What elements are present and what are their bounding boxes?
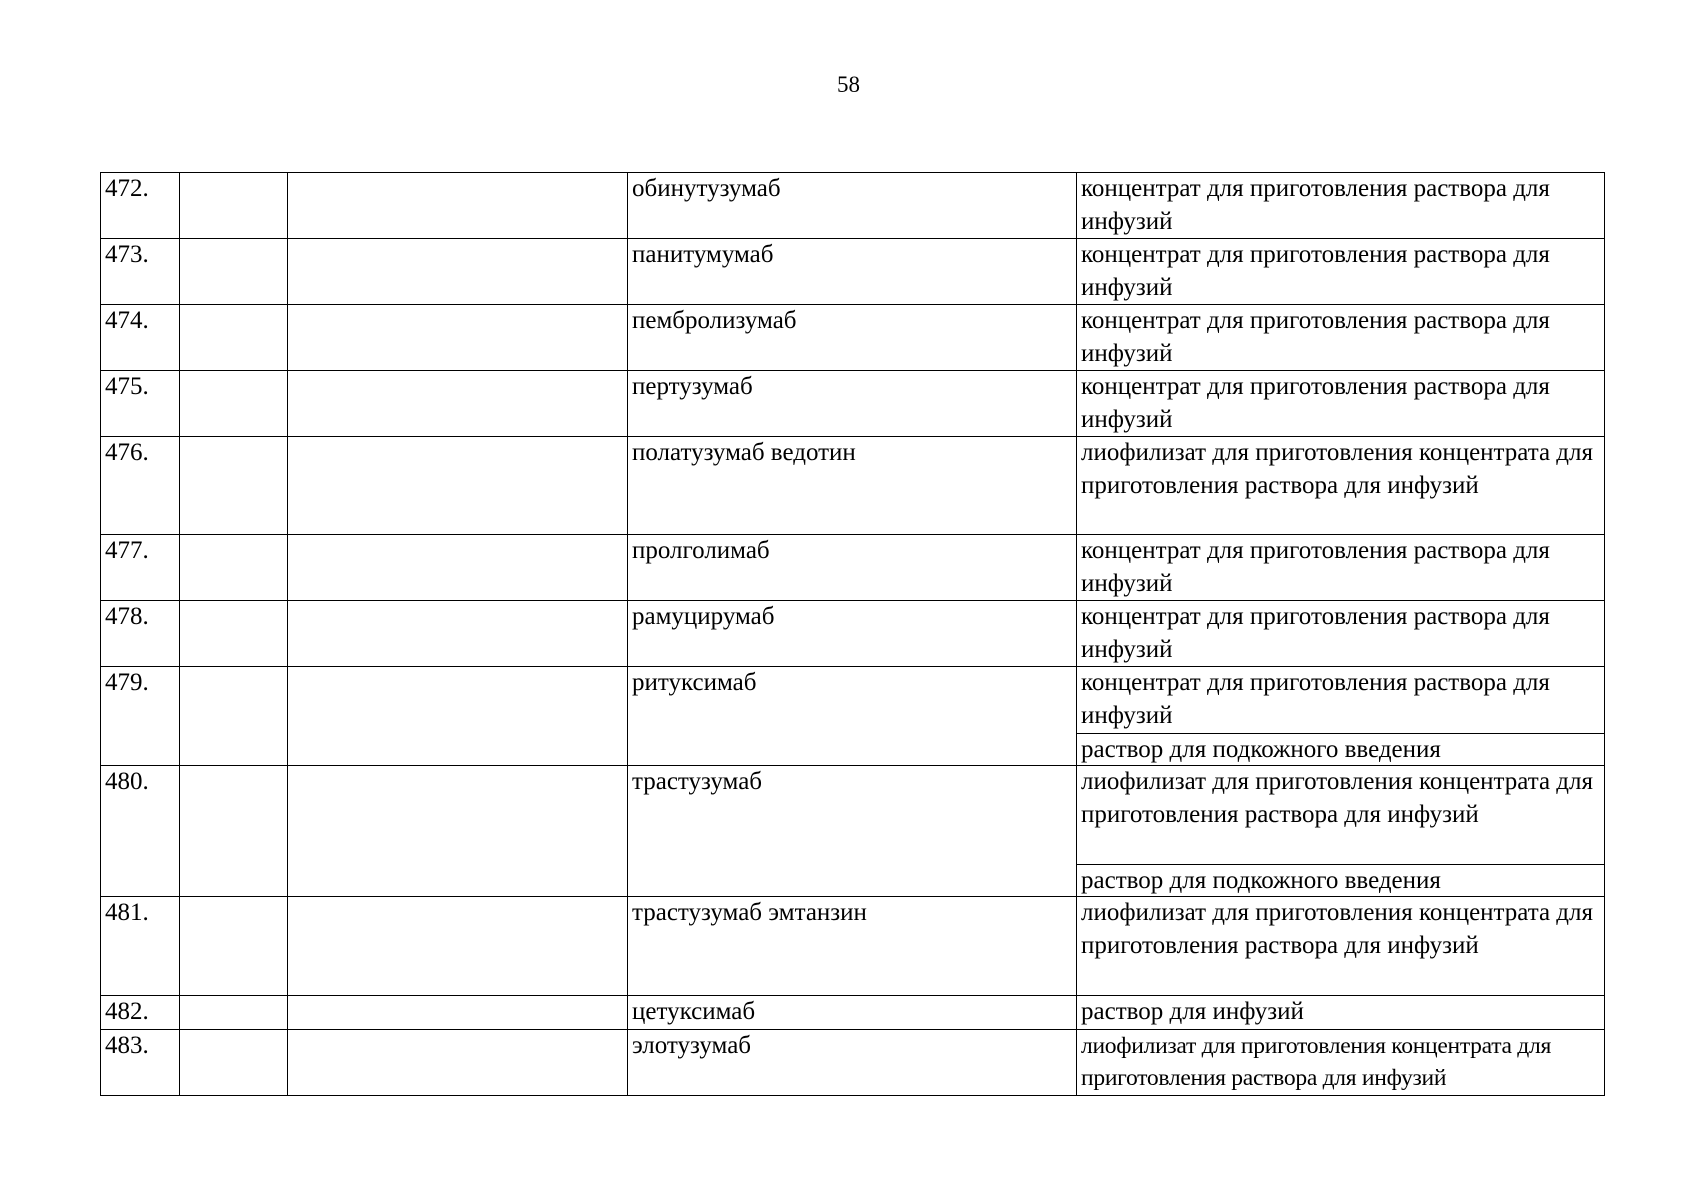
dosage-form-cell: [1077, 371, 1605, 437]
row-number: 477.: [101, 535, 180, 601]
table-row: [101, 601, 1605, 667]
dosage-form-cell: [1077, 173, 1605, 239]
table-row: [101, 239, 1605, 305]
empty-cell: [180, 601, 288, 667]
empty-cell: [180, 766, 288, 897]
row-number: 478.: [101, 601, 180, 667]
dosage-form-cell: [1077, 897, 1605, 996]
row-number: 481.: [101, 897, 180, 996]
empty-cell: [180, 996, 288, 1030]
empty-cell: [180, 371, 288, 437]
dosage-form: раствор для инфузий: [1081, 998, 1304, 1025]
dosage-form-cell: [1077, 996, 1605, 1030]
row-number: 479.: [101, 667, 180, 766]
drug-name: трастузумаб эмтанзин: [628, 897, 1077, 996]
dosage-form-cell: [1077, 239, 1605, 305]
row-number: 476.: [101, 437, 180, 535]
empty-cell: [288, 601, 628, 667]
drug-name: полатузумаб ведотин: [628, 437, 1077, 535]
dosage-form: концентрат для приготовления раствора для инфузий: [1081, 307, 1550, 367]
drug-name: пембролизумаб: [628, 305, 1077, 371]
dosage-form-cell: [1077, 601, 1605, 667]
empty-cell: [288, 305, 628, 371]
empty-cell: [288, 766, 628, 897]
table-row: [101, 437, 1605, 535]
empty-cell: [288, 667, 628, 766]
dosage-form-cell: [1077, 766, 1605, 897]
table-row: [101, 766, 1605, 897]
drug-table: [100, 172, 1605, 1096]
dosage-form: концентрат для приготовления раствора для инфузий: [1081, 241, 1550, 301]
empty-cell: [180, 305, 288, 371]
row-number: 480.: [101, 766, 180, 897]
empty-cell: [288, 1029, 628, 1095]
empty-cell: [288, 437, 628, 535]
empty-cell: [288, 239, 628, 305]
dosage-form: лиофилизат для приготовления концентрата для приготовления раствора для инфузий: [1081, 439, 1593, 499]
table-row: [101, 305, 1605, 371]
row-number: 482.: [101, 996, 180, 1030]
row-number: 472.: [101, 173, 180, 239]
dosage-form: концентрат для приготовления раствора для инфузий: [1081, 537, 1550, 597]
dosage-form: концентрат для приготовления раствора для инфузий: [1081, 175, 1550, 235]
row-number: 475.: [101, 371, 180, 437]
empty-cell: [288, 996, 628, 1030]
empty-cell: [180, 239, 288, 305]
empty-cell: [180, 897, 288, 996]
dosage-form-cell: [1077, 535, 1605, 601]
drug-name: цетуксимаб: [628, 996, 1077, 1030]
row-number: 483.: [101, 1029, 180, 1095]
drug-name: пролголимаб: [628, 535, 1077, 601]
drug-name: ритуксимаб: [628, 667, 1077, 766]
drug-name: элотузумаб: [628, 1029, 1077, 1095]
table-row: [101, 371, 1605, 437]
dosage-form: раствор для подкожного введения: [1077, 733, 1604, 765]
row-number: 473.: [101, 239, 180, 305]
dosage-form: концентрат для приготовления раствора для инфузий: [1081, 669, 1550, 729]
page-number: 58: [837, 72, 860, 97]
empty-cell: [288, 535, 628, 601]
drug-name: рамуцирумаб: [628, 601, 1077, 667]
table-row: [101, 667, 1605, 766]
dosage-form: лиофилизат для приготовления концентрата для приготовления раствора для инфузий: [1081, 768, 1593, 828]
drug-name: обинутузумаб: [628, 173, 1077, 239]
empty-cell: [180, 173, 288, 239]
drug-name: трастузумаб: [628, 766, 1077, 897]
drug-name: пертузумаб: [628, 371, 1077, 437]
dosage-form: лиофилизат для приготовления концентрата для приготовления раствора для инфузий: [1081, 899, 1593, 959]
dosage-form-cell: [1077, 667, 1605, 766]
empty-cell: [180, 667, 288, 766]
table-row: [101, 897, 1605, 996]
dosage-form-cell: [1077, 1029, 1605, 1095]
empty-cell: [180, 437, 288, 535]
empty-cell: [288, 173, 628, 239]
table-row: [101, 173, 1605, 239]
dosage-form: лиофилизат для приготовления концентрата для приготовления раствора для инфузий: [1081, 1032, 1551, 1091]
table-row: [101, 996, 1605, 1030]
drug-name: панитумумаб: [628, 239, 1077, 305]
empty-cell: [180, 1029, 288, 1095]
table-row: [101, 1029, 1605, 1095]
table-row: [101, 535, 1605, 601]
dosage-form-cell: [1077, 305, 1605, 371]
dosage-form-cell: [1077, 437, 1605, 535]
row-number: 474.: [101, 305, 180, 371]
empty-cell: [288, 897, 628, 996]
empty-cell: [180, 535, 288, 601]
empty-cell: [288, 371, 628, 437]
dosage-form: раствор для подкожного введения: [1077, 864, 1604, 896]
dosage-form: концентрат для приготовления раствора для инфузий: [1081, 373, 1550, 433]
dosage-form: концентрат для приготовления раствора для инфузий: [1081, 603, 1550, 663]
